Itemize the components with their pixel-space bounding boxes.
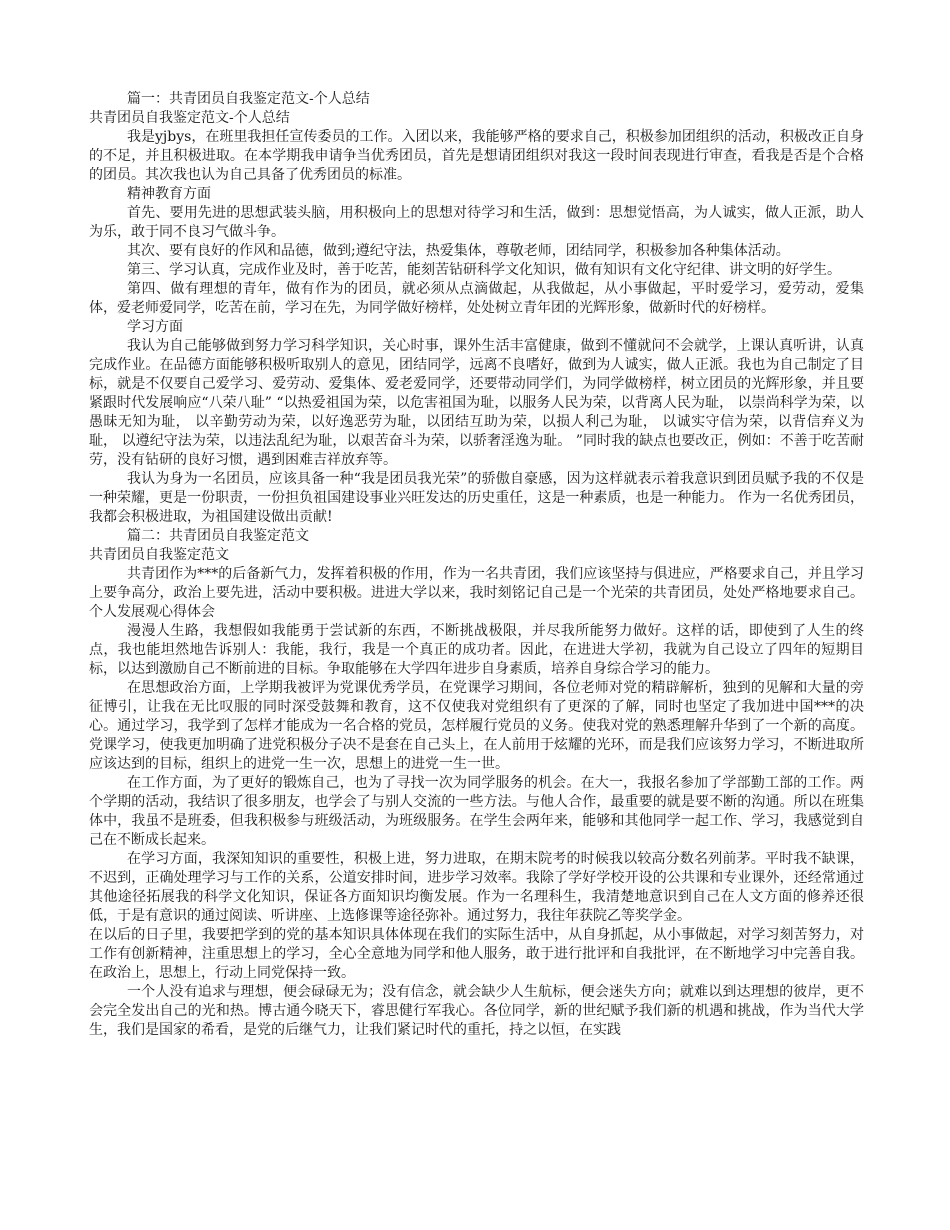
paragraph: 其次、要有良好的作风和品德，做到;遵纪守法，热爱集体，尊敬老师，团结同学，积极参加各种集体活动。 [127,243,790,259]
paragraph: 共青团作为***的后备新气力，发挥着积极的作用，作为一名共青团，我们应该坚持与俱进应，严格要求自己，并且学习上要争高分，政治上要先进，活动中要积极。进进大学以来，我时刻铭记自己是一个光荣的共青团员，处处严格地要求自己。个人发展观心得体会 [89,566,864,620]
subtitle-1: 共青团员自我鉴定范文-个人总结 [89,110,290,126]
paragraph-no-indent: 在以后的日子里，我要把学到的党的基本知识具体体现在我们的实际生活中，从自身抓起，从小事做起，对学习刻苦努力，对工作有创新精神，注重思想上的学习，全心全意地为同学和他人服务，敢于进行批评和自我批评，在不断地学习中完善自我。在政治上，思想上，行动上同党保持一致。 [89,927,864,981]
document-page [89,90,864,1040]
paragraph: 在工作方面，为了更好的锻炼自己，也为了寻找一次为同学服务的机会。在大一，我报名参加了学部勤工部的工作。两个学期的活动，我结识了很多朋友，也学会了与别人交流的一些方法。与他人合作，最重要的就是要不断的沟通。所以在班集体中，我虽不是班委，但我积极参与班级活动，为班级服务。在学生会两年来，能够和其他同学一起工作、学习，我感觉到自己在不断成长起来。 [89,775,864,848]
section-heading-2: 篇二：共青团员自我鉴定范文 [127,528,309,544]
paragraph: 在学习方面，我深知知识的重要性，积极上进，努力进取，在期末院考的时候我以较高分数名列前茅。平时我不缺课，不迟到，正确处理学习与工作的关系，公道安排时间，进步学习效率。我除了学好学校开设的公共课和专业课外，还经常通过其他途径拓展我的科学文化知识，保证各方面知识均衡发展。作为一名理科生，我清楚地意识到自己在人文方面的修养还很低，于是有意识的通过阅读、听讲座、上选修课等途径弥补。通过努力，我往年获院乙等奖学金。 [89,851,864,924]
section-heading-1: 篇一：共青团员自我鉴定范文-个人总结 [127,91,370,107]
paragraph: 漫漫人生路，我想假如我能勇于尝试新的东西，不断挑战极限，并尽我所能努力做好。这样的话，即使到了人生的终点，我也能坦然地告诉别人：我能，我行，我是一个真正的成功者。因此，在进进大学初，我就为自己设立了四年的短期目标，以达到激励自己不断前进的目标。争取能够在大学四年进步自身素质，培养自身综合学习的能力。 [89,623,864,677]
paragraph: 在思想政治方面，上学期我被评为党课优秀学员，在党课学习期间，各位老师对党的精辟解析，独到的见解和大量的旁征博引，让我在无比叹服的同时深受鼓舞和教育，这不仅使我对党组织有了更深的了解，同时也坚定了我加进中国***的决心。通过学习，我学到了怎样才能成为一名合格的党员，怎样履行党员的义务。使我对党的熟悉理解升华到了一个新的高度。党课学习，使我更加明确了进党积极分子决不是套在自己头上，在人前用于炫耀的光环，而是我们应该努力学习，不断进取所应该达到的目标，组织上的进党一生一次，思想上的进党一生一世。 [89,680,864,772]
paragraph: 我认为自己能够做到努力学习科学知识，关心时事，课外生活丰富健康，做到不懂就问不会就学，上课认真听讲，认真完成作业。在品德方面能够积极听取别人的意见，团结同学，远离不良嗜好，做到为人诚实，做人正派。我也为自己制定了目标，就是不仅要自己爱学习、爱劳动、爱集体、爱老爱同学，还要带动同学们，为同学做榜样，树立团员的光辉形象，并且要紧跟时代发展响应“八荣八耻” “以热爱祖国为荣，以危害祖国为耻，以服务人民为荣，以背离人民为耻， 以崇尚科学为荣，以愚昧无知为耻， 以辛勤劳动为荣，以好逸恶劳为耻，以团结互助为荣，以损人利己为耻， 以诚实守信为荣，以背信弃义为耻， 以遵纪守法为荣，以违法乱纪为耻，以艰苦奋斗为荣，以骄奢淫逸为耻。 ”同时我的缺点也要改正，例如：不善于吃苦耐劳，没有钻研的良好习惯，遇到困难吉祥放弃等。 [89,338,864,468]
paragraph: 我认为身为一名团员，应该具备一种“我是团员我光荣”的骄傲自豪感，因为这样就表示着我意识到团员赋予我的不仅是一种荣耀，更是一份职责，一份担负祖国建设事业兴旺发达的历史重任，这是一种素质，也是一种能力。 作为一名优秀团员，我都会积极进取，为祖国建设做出贡献! [89,471,864,525]
paragraph: 首先、要用先进的思想武装头脑，用积极向上的思想对待学习和生活，做到：思想觉悟高，为人诚实，做人正派，助人为乐，敢于同不良习气做斗争。 [89,205,864,240]
paragraph: 我是yjbys，在班里我担任宣传委员的工作。入团以来，我能够严格的要求自己，积极参加团组织的活动，积极改正自身的不足，并且积极进取。在本学期我申请争当优秀团员，首先是想请团组织对我这一段时间表现进行审查，看我是否是个合格的团员。其次我也认为自己具备了优秀团员的标准。 [89,129,864,183]
subtitle-2: 共青团员自我鉴定范文 [89,547,229,563]
subheading-study: 学习方面 [127,319,183,335]
paragraph: 第三、学习认真，完成作业及时，善于吃苦，能刻苦钻研科学文化知识，做有知识有文化守纪律、讲文明的好学生。 [127,262,841,278]
paragraph: 第四、做有理想的青年，做有作为的团员，就必须从点滴做起，从我做起，从小事做起，平时爱学习，爱劳动，爱集体，爱老师爱同学，吃苦在前，学习在先，为同学做好榜样，处处树立青年团的光辉形象，做新时代的好榜样。 [89,281,864,316]
subheading-spirit: 精神教育方面 [127,186,211,202]
paragraph: 一个人没有追求与理想，便会碌碌无为；没有信念，就会缺少人生航标，便会迷失方向；就难以到达理想的彼岸，更不会完全发出自己的光和热。博古通今晓天下，睿思健行军我心。各位同学，新的世纪赋予我们新的机遇和挑战，作为当代大学生，我们是国家的希看，是党的后继气力，让我们紧记时代的重托，持之以恒，在实践 [89,984,864,1038]
